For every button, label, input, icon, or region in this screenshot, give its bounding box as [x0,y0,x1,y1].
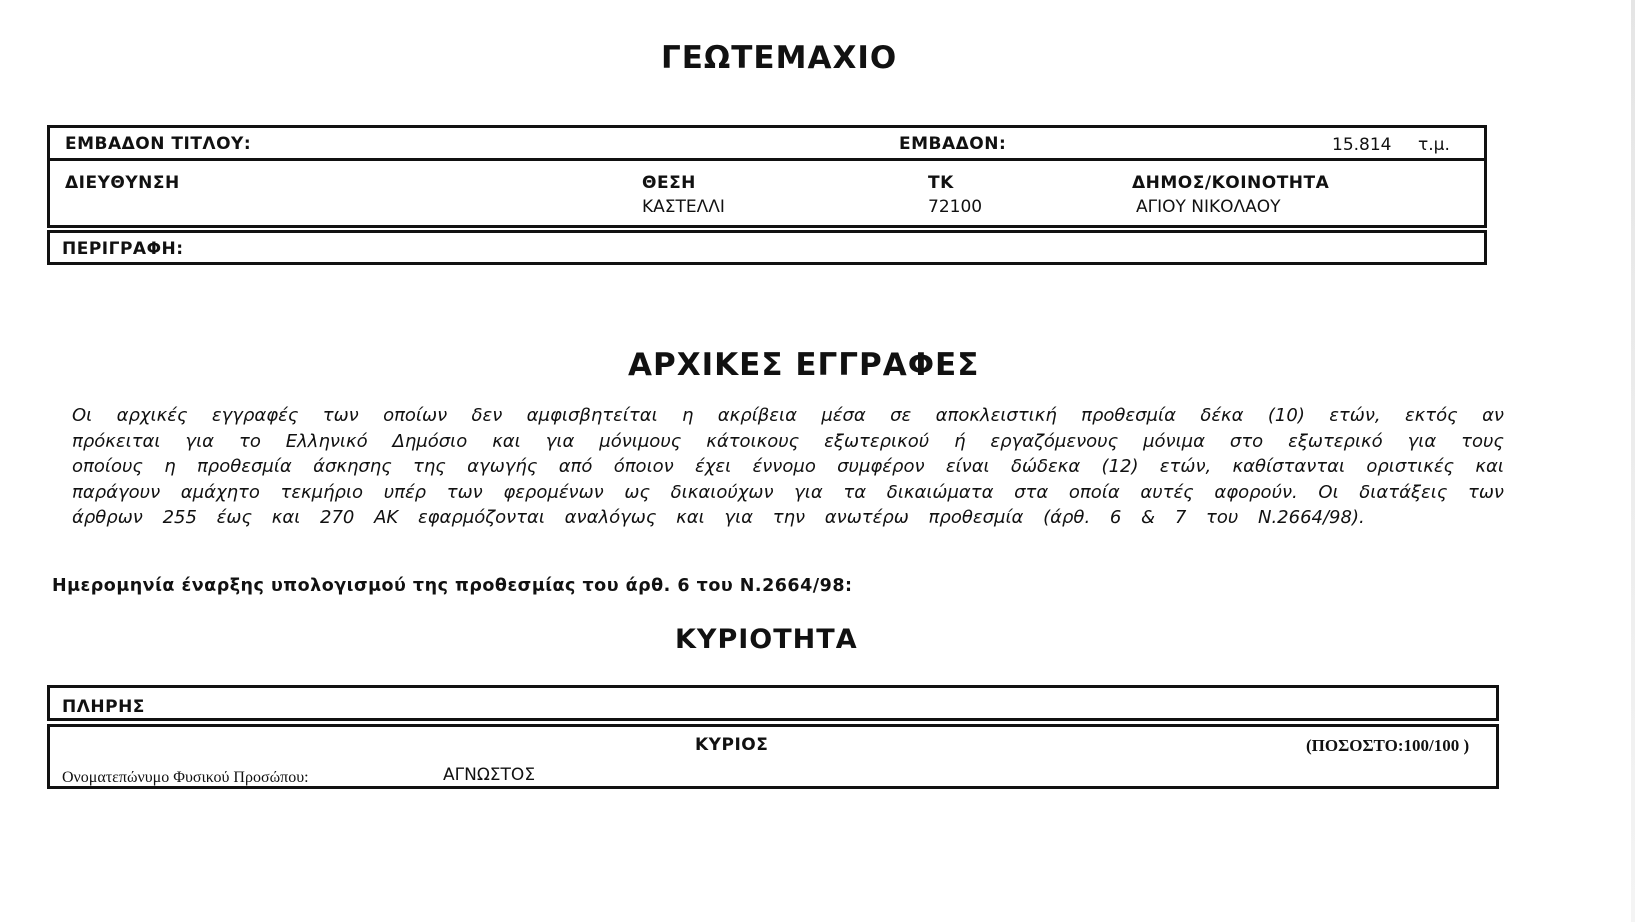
owner-role: ΚΥΡΙΟΣ [695,735,769,755]
address-label: ΔΙΕΥΘΥΝΣΗ [65,173,180,193]
parcel-area-row [47,125,1487,161]
ownership-heading: ΚΥΡΙΟΤΗΤΑ [675,624,858,655]
postcode-value: 72100 [928,197,983,217]
municipality-value: ΑΓΙΟΥ ΝΙΚΟΛΑΟΥ [1136,197,1281,217]
area-label: ΕΜΒΑΔΟΝ: [899,134,1007,154]
owner-row [47,724,1499,789]
scan-edge [1631,0,1635,922]
parcel-address-row [47,158,1487,228]
parcel-heading: ΓΕΩΤΕΜΑΧΙΟ [661,40,898,76]
area-unit: τ.μ. [1418,135,1450,155]
area-value: 15.814 [1332,135,1392,155]
initial-records-heading: ΑΡΧΙΚΕΣ ΕΓΓΡΑΦΕΣ [628,347,980,383]
owner-share: (ΠΟΣΟΣΤΟ:100/100 ) [1306,736,1470,755]
location-label: ΘΕΣΗ [642,173,696,193]
title-area-label: ΕΜΒΑΔΟΝ ΤΙΤΛΟΥ: [65,134,252,154]
owner-person-label: Ονοματεπώνυμο Φυσικού Προσώπου: [62,769,309,786]
location-value: ΚΑΣΤΕΛΛΙ [642,197,725,217]
start-date-label: Ημερομηνία έναρξης υπολογισμού της προθεσμίας του άρθ. 6 του Ν.2664/98: [52,576,853,596]
postcode-label: ΤΚ [928,173,954,193]
owner-person-value: ΑΓΝΩΣΤΟΣ [443,765,536,785]
parcel-description-row [47,230,1487,265]
description-label: ΠΕΡΙΓΡΑΦΗ: [62,239,184,259]
municipality-label: ΔΗΜΟΣ/ΚΟΙΝΟΤΗΤΑ [1132,173,1330,193]
ownership-type-label: ΠΛΗΡΗΣ [62,697,145,717]
ownership-type-row [47,685,1499,721]
initial-records-paragraph: Οι αρχικές εγγραφές των οποίων δεν αμφισβητείται η ακρίβεια μέσα σε αποκλειστική προθεσμία δέκα (10) ετών, εκτός αν πρόκειται για το Ελληνικό Δημόσιο και για μόνιμους κάτοικους εξωτερικού ή εργαζόμενους μόνιμα στο εξωτερικό για τους οποίους η προθεσμία άσκησης της αγωγής από όποιον έχει έννομο συμφέρον είναι δώδεκα (12) ετών, καθίστανται οριστικές και παράγουν αμάχητο τεκμήριο υπέρ των φερομένων ως δικαιούχων για τα δικαιώματα στα οποία αυτές αφορούν. Οι διατάξεις των άρθρων 255 έως και 270 ΑΚ εφαρμόζονται αναλόγως και για την ανωτέρω προθεσμία (άρθ. 6 & 7 του Ν.2664/98). [72,405,1504,528]
